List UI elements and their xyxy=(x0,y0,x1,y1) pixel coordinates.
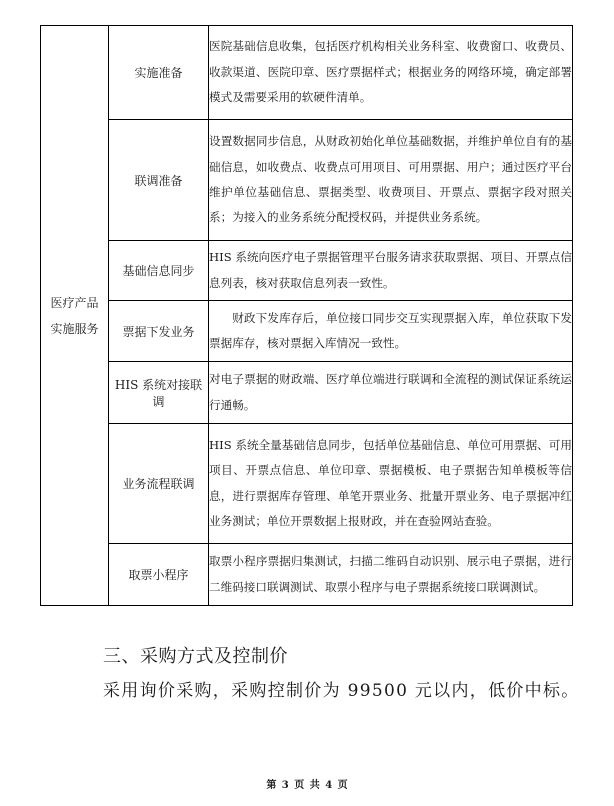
item-label: 基础信息同步 xyxy=(109,241,209,301)
table-row xyxy=(41,424,573,544)
item-label: 联调准备 xyxy=(109,120,209,241)
section-body: 采用询价采购，采购控制价为 99500 元以内，低价中标。 xyxy=(103,681,580,701)
page-footer: 第 3 页 共 4 页 xyxy=(266,780,348,791)
item-label: HIS 系统对接联调 xyxy=(109,362,209,424)
item-label: 票据下发业务 xyxy=(109,301,209,362)
item-description: 对电子票据的财政端、医疗单位端进行联调和全流程的测试保证系统运行通畅。 xyxy=(209,362,573,424)
table-row xyxy=(41,241,573,301)
item-label: 业务流程联调 xyxy=(109,424,209,544)
table-row xyxy=(41,26,573,120)
section-heading: 三、采购方式及控制价 xyxy=(103,646,288,667)
group-label-line: 实施服务 xyxy=(50,321,99,336)
item-description: 设置数据同步信息，从财政初始化单位基础数据，并维护单位自有的基础信息，如收费点、收费点可用项目、可用票据、用户；通过医疗平台维护单位基础信息、票据类型、收费项目、开票点、票据字段对照关系；为接入的业务系统分配授权码，并提供业务系统。 xyxy=(209,120,573,241)
item-description: 医院基础信息收集，包括医疗机构相关业务科室、收费窗口、收费员、收款渠道、医院印章、医疗票据样式；根据业务的网络环境，确定部署模式及需要采用的软硬件清单。 xyxy=(209,26,573,120)
item-description: HIS 系统向医疗电子票据管理平台服务请求获取票据、项目、开票点信息列表，核对获取信息列表一致性。 xyxy=(209,241,573,301)
item-description: HIS 系统全量基础信息同步，包括单位基础信息、单位可用票据、可用项目、开票点信息、单位印章、票据模板、电子票据告知单模板等信息，进行票据库存管理、单笔开票业务、批量开票业务、电子票据冲红业务测试；单位开票数据上报财政，并在查验网站查验。 xyxy=(209,424,573,544)
item-label: 取票小程序 xyxy=(109,544,209,606)
item-description: 财政下发库存后，单位接口同步交互实现票据入库，单位获取下发票据库存，核对票据入库情况一致性。 xyxy=(209,301,573,362)
implementation-table xyxy=(40,25,573,606)
item-label: 实施准备 xyxy=(109,26,209,120)
group-label-cell xyxy=(41,26,109,606)
table-row xyxy=(41,120,573,241)
table-row xyxy=(41,362,573,424)
table-row xyxy=(41,301,573,362)
table-row xyxy=(41,544,573,606)
item-description: 取票小程序票据归集测试，扫描二维码自动识别、展示电子票据，进行二维码接口联调测试、取票小程序与电子票据系统接口联调测试。 xyxy=(209,544,573,606)
group-label-line: 医疗产品 xyxy=(50,295,99,310)
